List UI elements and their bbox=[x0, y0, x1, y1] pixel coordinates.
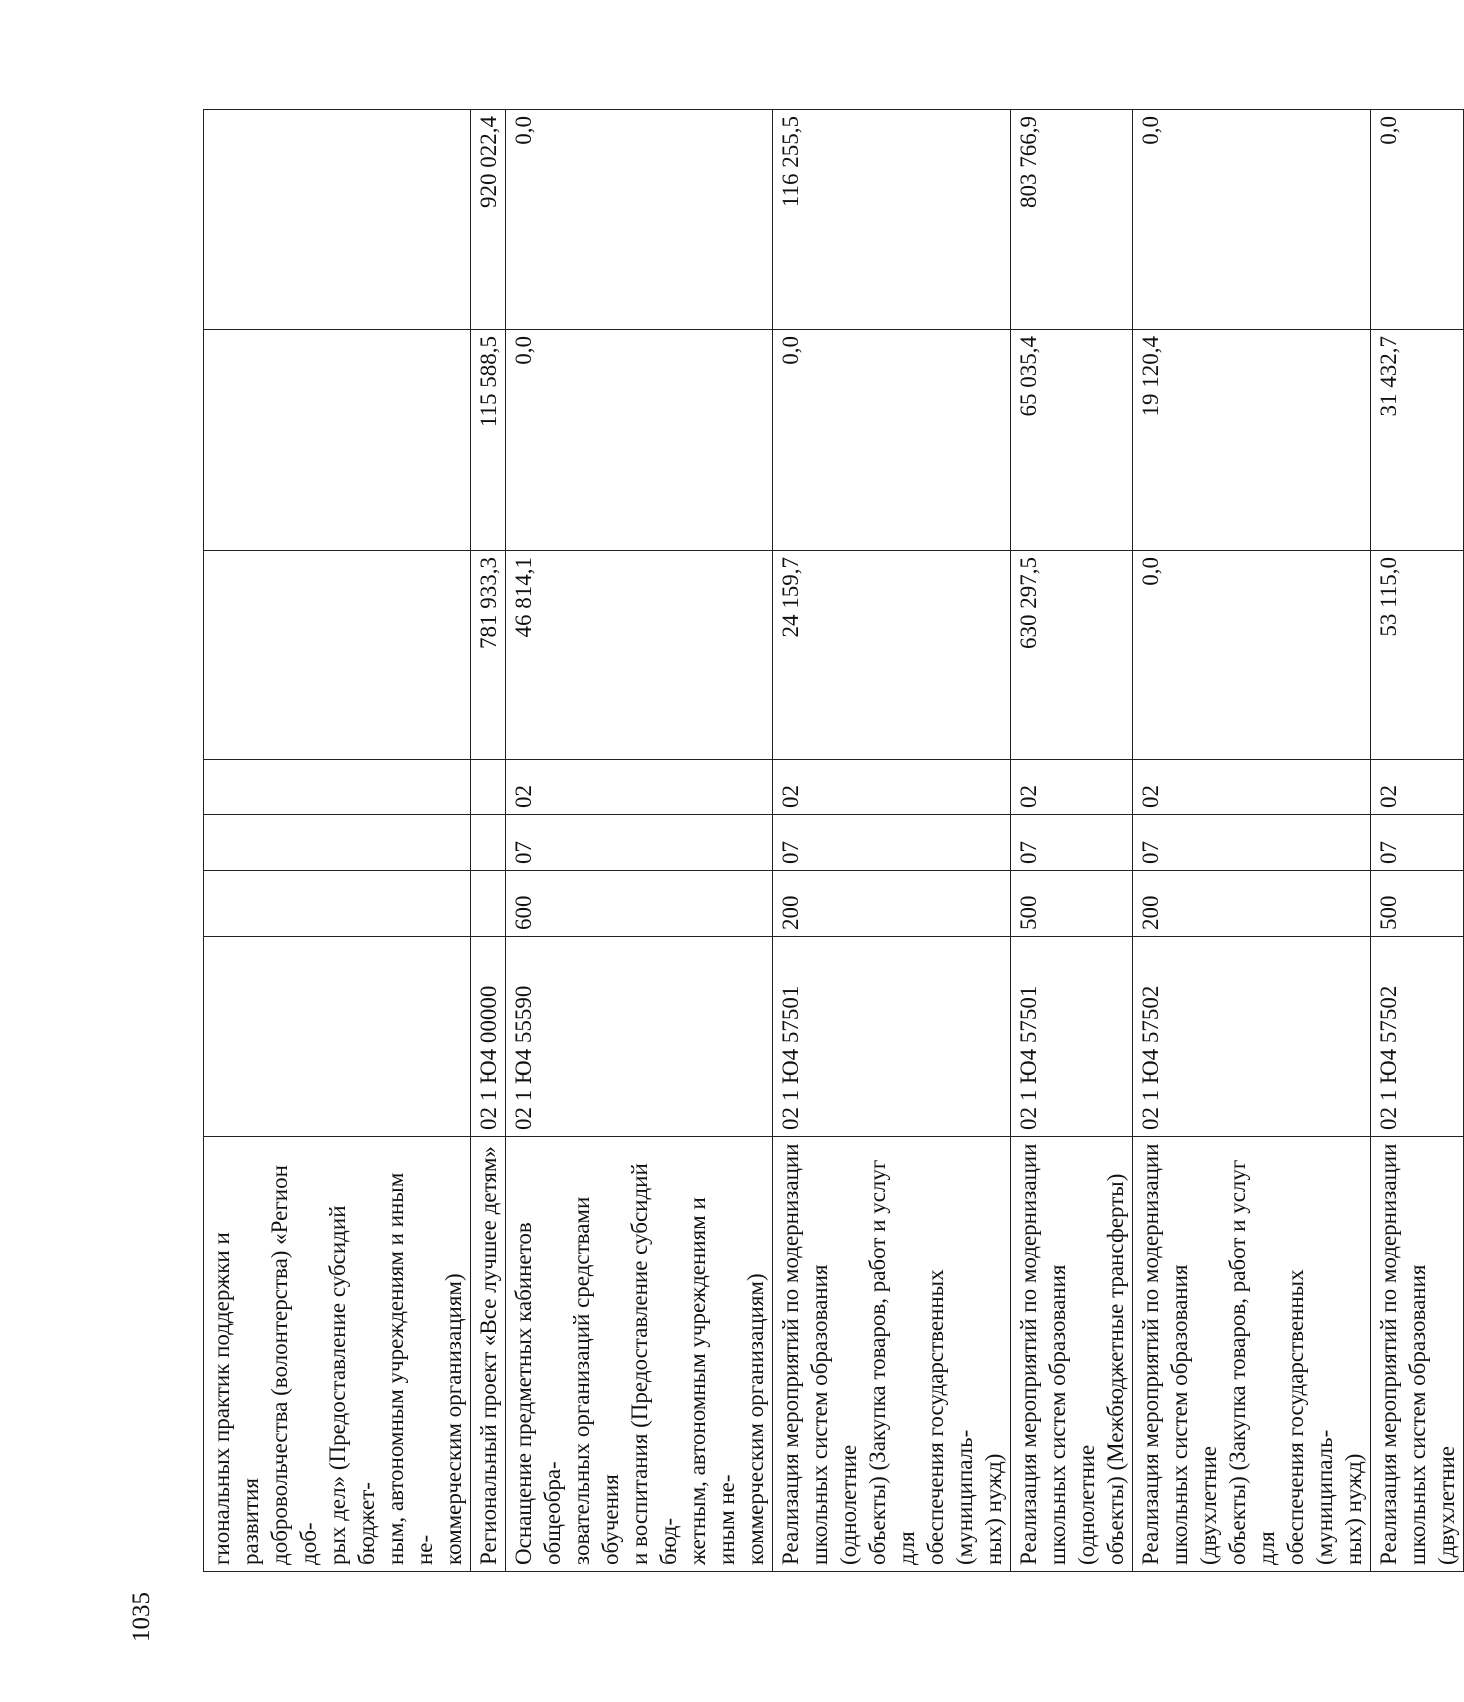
description-line: коммерческим организациям) bbox=[441, 1273, 466, 1565]
description-line: обеспечения государственных (муниципаль- bbox=[923, 1269, 977, 1565]
cell-amount-2: 65 035,4 bbox=[1011, 330, 1133, 551]
description-line: Региональный проект «Все лучшее детям» bbox=[476, 1146, 501, 1565]
page-number-container bbox=[68, 790, 155, 1642]
cell-section bbox=[204, 815, 471, 871]
budget-table bbox=[203, 109, 1464, 1572]
description-line: коммерческим организациям) bbox=[743, 1273, 768, 1565]
description-line: объекты) (Закупка товаров, работ и услуг для bbox=[1225, 1159, 1279, 1565]
cell-description bbox=[471, 1137, 506, 1572]
cell-description bbox=[773, 1137, 1011, 1572]
cell-amount-3: 0,0 bbox=[1133, 110, 1371, 330]
cell-subsection: 02 bbox=[506, 760, 773, 815]
page-number: 1035 bbox=[128, 1592, 155, 1642]
budget-table-container bbox=[203, 110, 1459, 1572]
table-row bbox=[1011, 110, 1133, 1572]
description-line: ным, автономным учреждениям и иным не- bbox=[383, 1172, 437, 1565]
cell-section: 07 bbox=[506, 815, 773, 871]
cell-description bbox=[1011, 1137, 1133, 1572]
cell-target-code: 02 1 Ю4 57501 bbox=[1011, 937, 1133, 1137]
cell-description bbox=[204, 1137, 471, 1572]
table-row bbox=[506, 110, 773, 1572]
cell-target-code: 02 1 Ю4 57501 bbox=[773, 937, 1011, 1137]
description-line: школьных систем образования (двухлетние bbox=[1167, 1264, 1221, 1565]
cell-amount-3: 803 766,9 bbox=[1011, 110, 1133, 330]
cell-amount-2: 115 588,5 bbox=[471, 330, 506, 551]
cell-section: 07 bbox=[1371, 815, 1464, 871]
cell-amount-3 bbox=[204, 110, 471, 330]
cell-section bbox=[471, 815, 506, 871]
cell-amount-1: 0,0 bbox=[1133, 551, 1371, 760]
cell-amount-2: 19 120,4 bbox=[1133, 330, 1371, 551]
cell-target-code: 02 1 Ю4 57502 bbox=[1133, 937, 1371, 1137]
description-line: ных) нужд) bbox=[1341, 1453, 1366, 1565]
cell-amount-1: 24 159,7 bbox=[773, 551, 1011, 760]
cell-subsection: 02 bbox=[773, 760, 1011, 815]
cell-amount-1: 781 933,3 bbox=[471, 551, 506, 760]
cell-target-code: 02 1 Ю4 55590 bbox=[506, 937, 773, 1137]
cell-section: 07 bbox=[1011, 815, 1133, 871]
cell-amount-3: 0,0 bbox=[1371, 110, 1464, 330]
cell-description bbox=[1371, 1137, 1464, 1572]
description-line: Реализация мероприятий по модернизации bbox=[1138, 1143, 1163, 1565]
description-line: жетным, автономным учреждениям и иным не- bbox=[685, 1197, 739, 1565]
table-row bbox=[471, 110, 506, 1572]
cell-amount-1 bbox=[204, 551, 471, 760]
table-row bbox=[1371, 110, 1464, 1572]
description-line: школьных систем образования (однолетние bbox=[1045, 1264, 1099, 1565]
description-line: обеспечения государственных (муниципаль- bbox=[1283, 1269, 1337, 1565]
description-line: объекты) (Закупка товаров, работ и услуг для bbox=[865, 1159, 919, 1565]
cell-target-code: 02 1 Ю4 57502 bbox=[1371, 937, 1464, 1137]
description-line: добровольчества (волонтерства) «Регион доб- bbox=[267, 1165, 321, 1565]
cell-amount-1: 46 814,1 bbox=[506, 551, 773, 760]
cell-description bbox=[506, 1137, 773, 1572]
cell-amount-2: 31 432,7 bbox=[1371, 330, 1464, 551]
description-line: рых дел» (Предоставление субсидий бюджет- bbox=[325, 1205, 379, 1565]
cell-section: 07 bbox=[1133, 815, 1371, 871]
cell-subsection bbox=[471, 760, 506, 815]
cell-expense-type bbox=[204, 871, 471, 937]
cell-subsection: 02 bbox=[1133, 760, 1371, 815]
cell-amount-1: 630 297,5 bbox=[1011, 551, 1133, 760]
cell-expense-type: 200 bbox=[773, 871, 1011, 937]
cell-expense-type: 200 bbox=[1133, 871, 1371, 937]
cell-amount-3: 0,0 bbox=[506, 110, 773, 330]
description-line: школьных систем образования (двухлетние bbox=[1405, 1264, 1459, 1565]
description-line: Оснащение предметных кабинетов общеобра- bbox=[511, 1222, 565, 1565]
description-line: зовательных организаций средствами обучения bbox=[569, 1196, 623, 1565]
table-row bbox=[1133, 110, 1371, 1572]
cell-expense-type: 500 bbox=[1011, 871, 1133, 937]
description-line: школьных систем образования (однолетние bbox=[807, 1264, 861, 1565]
cell-target-code: 02 1 Ю4 00000 bbox=[471, 937, 506, 1137]
cell-subsection bbox=[204, 760, 471, 815]
cell-expense-type: 500 bbox=[1371, 871, 1464, 937]
cell-expense-type: 600 bbox=[506, 871, 773, 937]
description-line: и воспитания (Предоставление субсидий бюд- bbox=[627, 1163, 681, 1565]
cell-amount-3: 116 255,5 bbox=[773, 110, 1011, 330]
description-line: гиональных практик поддержки и развития bbox=[209, 1232, 263, 1565]
cell-target-code bbox=[204, 937, 471, 1137]
table-row bbox=[204, 110, 471, 1572]
cell-description bbox=[1133, 1137, 1371, 1572]
description-line: объекты) (Межбюджетные трансферты) bbox=[1103, 1173, 1128, 1565]
cell-section: 07 bbox=[773, 815, 1011, 871]
description-line: Реализация мероприятий по модернизации bbox=[1016, 1143, 1041, 1565]
cell-amount-1: 53 115,0 bbox=[1371, 551, 1464, 760]
description-line: Реализация мероприятий по модернизации bbox=[1376, 1143, 1401, 1565]
cell-subsection: 02 bbox=[1371, 760, 1464, 815]
cell-amount-3: 920 022,4 bbox=[471, 110, 506, 330]
cell-expense-type bbox=[471, 871, 506, 937]
cell-subsection: 02 bbox=[1011, 760, 1133, 815]
cell-amount-2: 0,0 bbox=[506, 330, 773, 551]
table-row bbox=[773, 110, 1011, 1572]
cell-amount-2: 0,0 bbox=[773, 330, 1011, 551]
cell-amount-2 bbox=[204, 330, 471, 551]
description-line: Реализация мероприятий по модернизации bbox=[778, 1143, 803, 1565]
table-body bbox=[204, 110, 1464, 1572]
description-line: ных) нужд) bbox=[981, 1453, 1006, 1565]
